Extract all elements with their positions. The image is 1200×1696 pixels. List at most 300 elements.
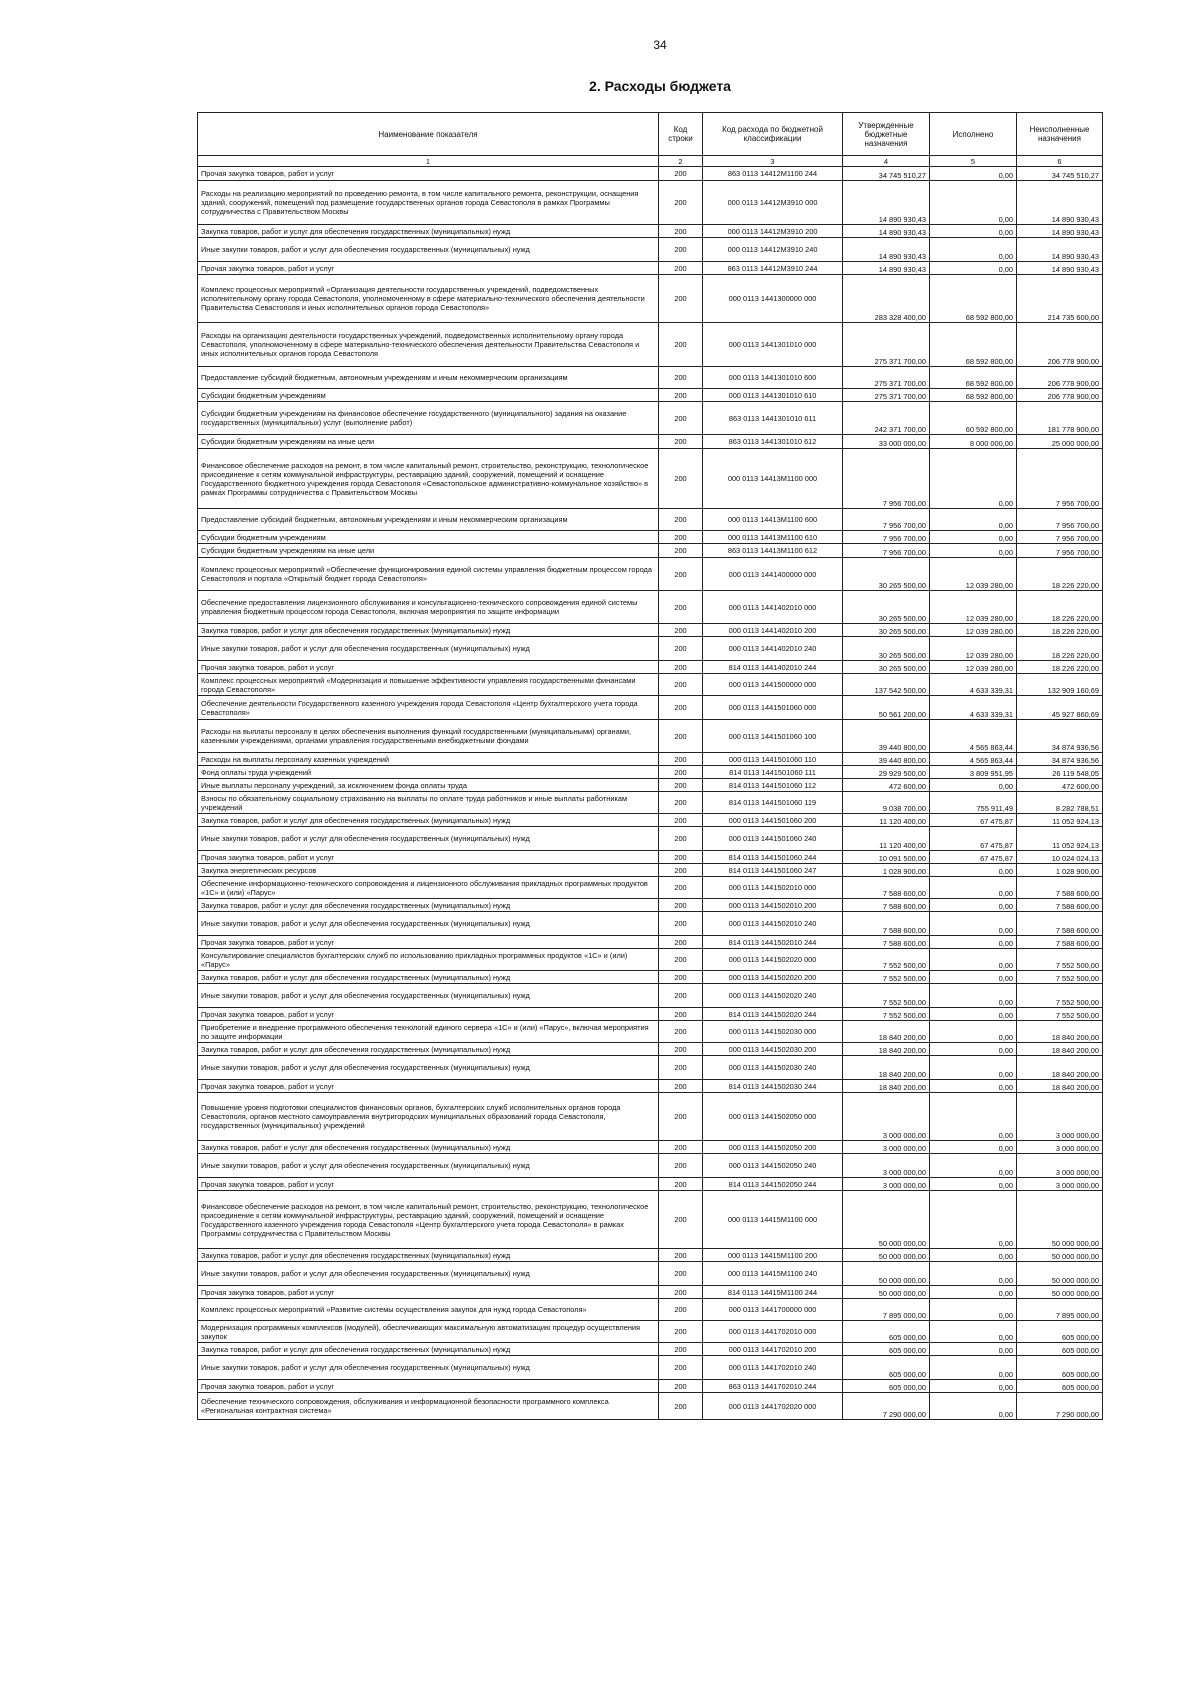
row-line-code-cell: 200 (659, 1178, 703, 1191)
column-number: 4 (843, 156, 930, 167)
table-row (198, 779, 1103, 792)
row-line-code-cell: 200 (659, 167, 703, 181)
row-approved-cell: 3 000 000,00 (843, 1154, 930, 1178)
row-budget-code-cell: 000 0113 1441402010 200 (703, 624, 843, 637)
row-executed-cell: 0,00 (930, 899, 1017, 912)
table-row (198, 936, 1103, 949)
row-name-cell: Иные закупки товаров, работ и услуг для обеспечения государственных (муниципальных) нужд (198, 637, 659, 661)
row-executed-cell: 0,00 (930, 1178, 1017, 1191)
row-executed-cell: 0,00 (930, 544, 1017, 558)
row-budget-code-cell: 863 0113 14413М1100 612 (703, 544, 843, 558)
row-executed-cell: 0,00 (930, 877, 1017, 899)
row-line-code-cell: 200 (659, 1380, 703, 1393)
row-line-code-cell: 200 (659, 753, 703, 766)
row-budget-code-cell: 000 0113 1441400000 000 (703, 558, 843, 591)
row-approved-cell: 33 000 000,00 (843, 435, 930, 449)
row-budget-code-cell: 000 0113 14415М1100 000 (703, 1191, 843, 1249)
row-name-cell: Обеспечение информационно-технического сопровождения и лицензионного обслуживания прикладных программных продуктов «1С» и (или) «Парус» (198, 877, 659, 899)
row-approved-cell: 605 000,00 (843, 1321, 930, 1343)
row-name-cell: Иные закупки товаров, работ и услуг для обеспечения государственных (муниципальных) нужд (198, 827, 659, 851)
row-budget-code-cell: 000 0113 1441301010 000 (703, 323, 843, 367)
row-budget-code-cell: 000 0113 1441502010 240 (703, 912, 843, 936)
row-name-cell: Прочая закупка товаров, работ и услуг (198, 936, 659, 949)
row-name-cell: Финансовое обеспечение расходов на ремонт, в том числе капитальный ремонт, строительство, реконструкцию, технологическое присоединение к сетям коммунальной инфраструктуры, реставрацию зданий, сооружений, помещений и оснащение Государственного казенного учреждения города Севастополя «Центр бухгалтерского учета города Севастополя» в рамках Программы сотрудничества с Правительством Москвы (198, 1191, 659, 1249)
row-budget-code-cell: 000 0113 1441502050 240 (703, 1154, 843, 1178)
row-unexecuted-cell: 3 000 000,00 (1017, 1154, 1103, 1178)
row-executed-cell: 0,00 (930, 1380, 1017, 1393)
row-name-cell: Иные выплаты персоналу учреждений, за исключением фонда оплаты труда (198, 779, 659, 792)
row-unexecuted-cell: 206 778 900,00 (1017, 389, 1103, 402)
row-executed-cell: 12 039 280,00 (930, 637, 1017, 661)
row-line-code-cell: 200 (659, 779, 703, 792)
row-name-cell: Закупка энергетических ресурсов (198, 864, 659, 877)
row-name-cell: Иные закупки товаров, работ и услуг для обеспечения государственных (муниципальных) нужд (198, 984, 659, 1008)
row-approved-cell: 7 588 600,00 (843, 877, 930, 899)
row-line-code-cell: 200 (659, 1249, 703, 1262)
table-row (198, 238, 1103, 262)
row-executed-cell: 4 633 339,31 (930, 674, 1017, 696)
row-budget-code-cell: 000 0113 14412М3910 200 (703, 225, 843, 238)
row-line-code-cell: 200 (659, 367, 703, 389)
row-approved-cell: 275 371 700,00 (843, 389, 930, 402)
table-row (198, 1262, 1103, 1286)
row-approved-cell: 11 120 400,00 (843, 814, 930, 827)
column-number: 5 (930, 156, 1017, 167)
row-executed-cell: 0,00 (930, 779, 1017, 792)
table-row (198, 1021, 1103, 1043)
row-line-code-cell: 200 (659, 814, 703, 827)
row-line-code-cell: 200 (659, 1021, 703, 1043)
row-line-code-cell: 200 (659, 275, 703, 323)
row-budget-code-cell: 000 0113 1441502020 240 (703, 984, 843, 1008)
row-unexecuted-cell: 50 000 000,00 (1017, 1286, 1103, 1299)
row-approved-cell: 7 956 700,00 (843, 544, 930, 558)
row-name-cell: Субсидии бюджетным учреждениям на иные цели (198, 435, 659, 449)
row-executed-cell: 755 911,49 (930, 792, 1017, 814)
row-unexecuted-cell: 34 874 936,56 (1017, 753, 1103, 766)
row-approved-cell: 14 890 930,43 (843, 225, 930, 238)
row-name-cell: Закупка товаров, работ и услуг для обеспечения государственных (муниципальных) нужд (198, 1141, 659, 1154)
table-row (198, 1356, 1103, 1380)
row-name-cell: Закупка товаров, работ и услуг для обеспечения государственных (муниципальных) нужд (198, 1343, 659, 1356)
row-budget-code-cell: 814 0113 1441502050 244 (703, 1178, 843, 1191)
row-approved-cell: 50 000 000,00 (843, 1249, 930, 1262)
row-name-cell: Иные закупки товаров, работ и услуг для обеспечения государственных (муниципальных) нужд (198, 1262, 659, 1286)
row-line-code-cell: 200 (659, 984, 703, 1008)
row-unexecuted-cell: 50 000 000,00 (1017, 1262, 1103, 1286)
table-row (198, 912, 1103, 936)
table-row (198, 877, 1103, 899)
row-budget-code-cell: 863 0113 1441301010 612 (703, 435, 843, 449)
table-row (198, 696, 1103, 720)
row-unexecuted-cell: 50 000 000,00 (1017, 1191, 1103, 1249)
row-approved-cell: 7 956 700,00 (843, 509, 930, 531)
row-line-code-cell: 200 (659, 181, 703, 225)
row-approved-cell: 14 890 930,43 (843, 181, 930, 225)
row-name-cell: Закупка товаров, работ и услуг для обеспечения государственных (муниципальных) нужд (198, 899, 659, 912)
row-executed-cell: 0,00 (930, 1321, 1017, 1343)
table-row (198, 1008, 1103, 1021)
row-line-code-cell: 200 (659, 637, 703, 661)
row-unexecuted-cell: 7 588 600,00 (1017, 899, 1103, 912)
row-approved-cell: 7 895 000,00 (843, 1299, 930, 1321)
row-name-cell: Закупка товаров, работ и услуг для обеспечения государственных (муниципальных) нужд (198, 1249, 659, 1262)
row-name-cell: Закупка товаров, работ и услуг для обеспечения государственных (муниципальных) нужд (198, 814, 659, 827)
row-approved-cell: 30 265 500,00 (843, 591, 930, 624)
row-name-cell: Прочая закупка товаров, работ и услуг (198, 661, 659, 674)
row-unexecuted-cell: 206 778 900,00 (1017, 323, 1103, 367)
row-approved-cell: 7 956 700,00 (843, 449, 930, 509)
row-executed-cell: 0,00 (930, 1299, 1017, 1321)
row-approved-cell: 3 000 000,00 (843, 1093, 930, 1141)
row-line-code-cell: 200 (659, 238, 703, 262)
row-budget-code-cell: 000 0113 1441502030 200 (703, 1043, 843, 1056)
row-unexecuted-cell: 11 052 924,13 (1017, 827, 1103, 851)
row-line-code-cell: 200 (659, 1154, 703, 1178)
row-executed-cell: 0,00 (930, 509, 1017, 531)
table-row (198, 323, 1103, 367)
row-executed-cell: 67 475,87 (930, 814, 1017, 827)
table-row (198, 1178, 1103, 1191)
column-header-approved: Утвержденные бюджетные назначения (843, 113, 930, 156)
row-approved-cell: 30 265 500,00 (843, 624, 930, 637)
row-budget-code-cell: 000 0113 1441501060 000 (703, 696, 843, 720)
row-name-cell: Субсидии бюджетным учреждениям (198, 531, 659, 544)
row-budget-code-cell: 814 0113 1441501060 119 (703, 792, 843, 814)
row-executed-cell: 60 592 800,00 (930, 402, 1017, 435)
row-unexecuted-cell: 7 588 600,00 (1017, 936, 1103, 949)
row-unexecuted-cell: 605 000,00 (1017, 1321, 1103, 1343)
row-name-cell: Закупка товаров, работ и услуг для обеспечения государственных (муниципальных) нужд (198, 624, 659, 637)
row-line-code-cell: 200 (659, 591, 703, 624)
table-row (198, 167, 1103, 181)
row-budget-code-cell: 863 0113 14412М3910 244 (703, 262, 843, 275)
table-row (198, 814, 1103, 827)
row-budget-code-cell: 000 0113 1441702020 000 (703, 1393, 843, 1420)
column-header-line-code: Код строки (659, 113, 703, 156)
row-unexecuted-cell: 7 895 000,00 (1017, 1299, 1103, 1321)
row-approved-cell: 1 028 900,00 (843, 864, 930, 877)
row-line-code-cell: 200 (659, 1191, 703, 1249)
row-executed-cell: 12 039 280,00 (930, 661, 1017, 674)
table-row (198, 1141, 1103, 1154)
row-approved-cell: 30 265 500,00 (843, 558, 930, 591)
row-budget-code-cell: 814 0113 1441501060 112 (703, 779, 843, 792)
row-executed-cell: 68 592 800,00 (930, 389, 1017, 402)
row-budget-code-cell: 000 0113 1441702010 240 (703, 1356, 843, 1380)
row-unexecuted-cell: 11 052 924,13 (1017, 814, 1103, 827)
row-approved-cell: 7 588 600,00 (843, 899, 930, 912)
row-line-code-cell: 200 (659, 912, 703, 936)
row-unexecuted-cell: 50 000 000,00 (1017, 1249, 1103, 1262)
row-approved-cell: 10 091 500,00 (843, 851, 930, 864)
table-row (198, 1056, 1103, 1080)
row-approved-cell: 30 265 500,00 (843, 661, 930, 674)
row-unexecuted-cell: 605 000,00 (1017, 1356, 1103, 1380)
row-approved-cell: 242 371 700,00 (843, 402, 930, 435)
row-name-cell: Прочая закупка товаров, работ и услуг (198, 1380, 659, 1393)
row-approved-cell: 30 265 500,00 (843, 637, 930, 661)
row-approved-cell: 7 552 500,00 (843, 984, 930, 1008)
row-approved-cell: 605 000,00 (843, 1343, 930, 1356)
row-line-code-cell: 200 (659, 1141, 703, 1154)
table-row (198, 544, 1103, 558)
row-executed-cell: 67 475,87 (930, 827, 1017, 851)
row-executed-cell: 0,00 (930, 1141, 1017, 1154)
row-unexecuted-cell: 7 552 500,00 (1017, 984, 1103, 1008)
row-line-code-cell: 200 (659, 624, 703, 637)
row-name-cell: Прочая закупка товаров, работ и услуг (198, 1178, 659, 1191)
row-executed-cell: 0,00 (930, 181, 1017, 225)
table-row (198, 591, 1103, 624)
row-executed-cell: 0,00 (930, 971, 1017, 984)
row-budget-code-cell: 000 0113 1441300000 000 (703, 275, 843, 323)
row-approved-cell: 29 929 500,00 (843, 766, 930, 779)
row-budget-code-cell: 000 0113 1441501060 200 (703, 814, 843, 827)
row-executed-cell: 12 039 280,00 (930, 558, 1017, 591)
row-line-code-cell: 200 (659, 558, 703, 591)
table-row (198, 1154, 1103, 1178)
row-name-cell: Закупка товаров, работ и услуг для обеспечения государственных (муниципальных) нужд (198, 971, 659, 984)
row-name-cell: Обеспечение деятельности Государственного казенного учреждения города Севастополя «Центр бухгалтерского учета города Севастополя» (198, 696, 659, 720)
table-row (198, 1080, 1103, 1093)
table-row (198, 1393, 1103, 1420)
row-approved-cell: 50 000 000,00 (843, 1286, 930, 1299)
row-line-code-cell: 200 (659, 661, 703, 674)
row-name-cell: Прочая закупка товаров, работ и услуг (198, 262, 659, 275)
row-budget-code-cell: 000 0113 14412М3910 240 (703, 238, 843, 262)
table-row (198, 1343, 1103, 1356)
row-line-code-cell: 200 (659, 389, 703, 402)
row-unexecuted-cell: 34 745 510,27 (1017, 167, 1103, 181)
row-budget-code-cell: 000 0113 1441402010 240 (703, 637, 843, 661)
row-name-cell: Фонд оплаты труда учреждений (198, 766, 659, 779)
row-line-code-cell: 200 (659, 949, 703, 971)
row-budget-code-cell: 000 0113 14412М3910 000 (703, 181, 843, 225)
row-budget-code-cell: 000 0113 1441502010 200 (703, 899, 843, 912)
row-line-code-cell: 200 (659, 509, 703, 531)
row-line-code-cell: 200 (659, 531, 703, 544)
column-number: 6 (1017, 156, 1103, 167)
row-executed-cell: 0,00 (930, 1043, 1017, 1056)
row-approved-cell: 14 890 930,43 (843, 262, 930, 275)
row-executed-cell: 0,00 (930, 1093, 1017, 1141)
row-line-code-cell: 200 (659, 1393, 703, 1420)
row-executed-cell: 0,00 (930, 949, 1017, 971)
row-approved-cell: 283 328 400,00 (843, 275, 930, 323)
row-unexecuted-cell: 45 927 860,69 (1017, 696, 1103, 720)
row-executed-cell: 68 592 800,00 (930, 275, 1017, 323)
row-line-code-cell: 200 (659, 864, 703, 877)
table-row (198, 851, 1103, 864)
row-approved-cell: 275 371 700,00 (843, 323, 930, 367)
row-name-cell: Расходы на реализацию мероприятий по проведению ремонта, в том числе капитального ремонта, реконструкции, оснащения зданий, сооружений, помещений под размещение государственных органов города Севастополя в рамках Программы сотрудничества с Правительством Москвы (198, 181, 659, 225)
row-line-code-cell: 200 (659, 899, 703, 912)
row-executed-cell: 0,00 (930, 449, 1017, 509)
row-budget-code-cell: 000 0113 1441301010 600 (703, 367, 843, 389)
row-budget-code-cell: 000 0113 1441700000 000 (703, 1299, 843, 1321)
row-budget-code-cell: 000 0113 1441702010 200 (703, 1343, 843, 1356)
row-unexecuted-cell: 7 552 500,00 (1017, 971, 1103, 984)
row-budget-code-cell: 000 0113 1441500000 000 (703, 674, 843, 696)
row-unexecuted-cell: 7 956 700,00 (1017, 544, 1103, 558)
row-unexecuted-cell: 8 282 788,51 (1017, 792, 1103, 814)
row-approved-cell: 7 290 000,00 (843, 1393, 930, 1420)
row-executed-cell: 0,00 (930, 1356, 1017, 1380)
row-approved-cell: 39 440 800,00 (843, 720, 930, 753)
budget-expenses-table (197, 112, 1103, 1420)
row-unexecuted-cell: 3 000 000,00 (1017, 1141, 1103, 1154)
row-unexecuted-cell: 7 588 600,00 (1017, 912, 1103, 936)
table-row (198, 225, 1103, 238)
row-approved-cell: 39 440 800,00 (843, 753, 930, 766)
row-name-cell: Прочая закупка товаров, работ и услуг (198, 1008, 659, 1021)
row-unexecuted-cell: 605 000,00 (1017, 1343, 1103, 1356)
row-line-code-cell: 200 (659, 544, 703, 558)
row-executed-cell: 4 565 863,44 (930, 753, 1017, 766)
row-budget-code-cell: 814 0113 1441501060 244 (703, 851, 843, 864)
row-unexecuted-cell: 18 226 220,00 (1017, 661, 1103, 674)
row-line-code-cell: 200 (659, 1343, 703, 1356)
row-unexecuted-cell: 3 000 000,00 (1017, 1178, 1103, 1191)
row-name-cell: Иные закупки товаров, работ и услуг для обеспечения государственных (муниципальных) нужд (198, 912, 659, 936)
table-row (198, 181, 1103, 225)
row-budget-code-cell: 000 0113 1441301010 610 (703, 389, 843, 402)
row-executed-cell: 12 039 280,00 (930, 624, 1017, 637)
row-executed-cell: 0,00 (930, 531, 1017, 544)
row-budget-code-cell: 000 0113 14415М1100 200 (703, 1249, 843, 1262)
table-header-row (198, 113, 1103, 156)
row-executed-cell: 0,00 (930, 238, 1017, 262)
row-budget-code-cell: 814 0113 1441502030 244 (703, 1080, 843, 1093)
table-body (198, 167, 1103, 1420)
row-approved-cell: 34 745 510,27 (843, 167, 930, 181)
row-approved-cell: 3 000 000,00 (843, 1141, 930, 1154)
row-approved-cell: 7 588 600,00 (843, 936, 930, 949)
column-header-name: Наименование показателя (198, 113, 659, 156)
table-row (198, 899, 1103, 912)
row-name-cell: Иные закупки товаров, работ и услуг для обеспечения государственных (муниципальных) нужд (198, 1356, 659, 1380)
row-line-code-cell: 200 (659, 827, 703, 851)
column-header-unexecuted: Неисполненные назначения (1017, 113, 1103, 156)
row-executed-cell: 0,00 (930, 1080, 1017, 1093)
row-line-code-cell: 200 (659, 435, 703, 449)
row-executed-cell: 0,00 (930, 864, 1017, 877)
row-name-cell: Прочая закупка товаров, работ и услуг (198, 167, 659, 181)
table-row (198, 674, 1103, 696)
table-row (198, 509, 1103, 531)
table-row (198, 1093, 1103, 1141)
row-budget-code-cell: 000 0113 14415М1100 240 (703, 1262, 843, 1286)
row-unexecuted-cell: 7 956 700,00 (1017, 509, 1103, 531)
row-executed-cell: 4 633 339,31 (930, 696, 1017, 720)
row-name-cell: Предоставление субсидий бюджетным, автономным учреждениям и иным некоммерческим организациям (198, 509, 659, 531)
row-budget-code-cell: 000 0113 14413М1100 600 (703, 509, 843, 531)
row-approved-cell: 137 542 500,00 (843, 674, 930, 696)
table-row (198, 637, 1103, 661)
row-unexecuted-cell: 18 840 200,00 (1017, 1021, 1103, 1043)
row-name-cell: Комплекс процессных мероприятий «Организация деятельности государственных учреждений, подведомственных исполнительному органу города Севастополя, уполномоченному в сфере материально-технического обеспечения деятельности Правительства Севастополя и иных исполнительных органов города Севастополя» (198, 275, 659, 323)
row-approved-cell: 605 000,00 (843, 1356, 930, 1380)
row-line-code-cell: 200 (659, 1262, 703, 1286)
row-unexecuted-cell: 1 028 900,00 (1017, 864, 1103, 877)
row-budget-code-cell: 814 0113 14415М1100 244 (703, 1286, 843, 1299)
row-unexecuted-cell: 181 778 900,00 (1017, 402, 1103, 435)
row-name-cell: Прочая закупка товаров, работ и услуг (198, 851, 659, 864)
row-approved-cell: 11 120 400,00 (843, 827, 930, 851)
row-executed-cell: 68 592 800,00 (930, 367, 1017, 389)
row-executed-cell: 0,00 (930, 1249, 1017, 1262)
row-name-cell: Обеспечение предоставления лицензионного обслуживания и консультационно-технического сопровождения единой системы управления бюджетным процессом города Севастополя, включая мероприятия по защите информации (198, 591, 659, 624)
row-name-cell: Расходы на выплаты персоналу казенных учреждений (198, 753, 659, 766)
row-approved-cell: 605 000,00 (843, 1380, 930, 1393)
table-row (198, 864, 1103, 877)
row-unexecuted-cell: 10 024 024,13 (1017, 851, 1103, 864)
table-row (198, 449, 1103, 509)
table-row (198, 367, 1103, 389)
table-row (198, 753, 1103, 766)
row-unexecuted-cell: 18 840 200,00 (1017, 1056, 1103, 1080)
row-budget-code-cell: 000 0113 1441502020 000 (703, 949, 843, 971)
row-name-cell: Комплекс процессных мероприятий «Обеспечение функционирования единой системы управления бюджетным процессом города Севастополя и портала «Открытый бюджет города Севастополя» (198, 558, 659, 591)
row-unexecuted-cell: 7 588 600,00 (1017, 877, 1103, 899)
row-line-code-cell: 200 (659, 971, 703, 984)
row-budget-code-cell: 000 0113 1441702010 000 (703, 1321, 843, 1343)
row-executed-cell: 12 039 280,00 (930, 591, 1017, 624)
row-budget-code-cell: 814 0113 1441402010 244 (703, 661, 843, 674)
row-line-code-cell: 200 (659, 851, 703, 864)
table-row (198, 984, 1103, 1008)
row-line-code-cell: 200 (659, 1299, 703, 1321)
row-line-code-cell: 200 (659, 1321, 703, 1343)
table-row (198, 262, 1103, 275)
row-line-code-cell: 200 (659, 1043, 703, 1056)
row-budget-code-cell: 000 0113 1441501060 110 (703, 753, 843, 766)
row-executed-cell: 0,00 (930, 262, 1017, 275)
row-line-code-cell: 200 (659, 449, 703, 509)
row-approved-cell: 275 371 700,00 (843, 367, 930, 389)
row-budget-code-cell: 000 0113 1441502050 000 (703, 1093, 843, 1141)
row-approved-cell: 7 552 500,00 (843, 971, 930, 984)
row-line-code-cell: 200 (659, 1080, 703, 1093)
row-unexecuted-cell: 7 956 700,00 (1017, 531, 1103, 544)
row-budget-code-cell: 863 0113 14412М1100 244 (703, 167, 843, 181)
row-unexecuted-cell: 26 119 548,05 (1017, 766, 1103, 779)
row-unexecuted-cell: 214 735 600,00 (1017, 275, 1103, 323)
row-unexecuted-cell: 7 552 500,00 (1017, 949, 1103, 971)
row-budget-code-cell: 000 0113 1441402010 000 (703, 591, 843, 624)
row-budget-code-cell: 000 0113 1441502010 000 (703, 877, 843, 899)
page-number: 34 (653, 38, 667, 52)
row-line-code-cell: 200 (659, 1093, 703, 1141)
row-name-cell: Субсидии бюджетным учреждениям (198, 389, 659, 402)
row-budget-code-cell: 000 0113 1441501060 100 (703, 720, 843, 753)
row-budget-code-cell: 000 0113 1441502050 200 (703, 1141, 843, 1154)
row-approved-cell: 50 561 200,00 (843, 696, 930, 720)
row-executed-cell: 4 565 863,44 (930, 720, 1017, 753)
table-row (198, 1191, 1103, 1249)
row-approved-cell: 9 038 700,00 (843, 792, 930, 814)
table-row (198, 1299, 1103, 1321)
row-unexecuted-cell: 14 890 930,43 (1017, 238, 1103, 262)
row-budget-code-cell: 000 0113 14413М1100 610 (703, 531, 843, 544)
table-row (198, 402, 1103, 435)
row-name-cell: Субсидии бюджетным учреждениям на финансовое обеспечение государственного (муниципального) задания на оказание государственных (муниципальных) услуг (выполнение работ) (198, 402, 659, 435)
row-budget-code-cell: 814 0113 1441501060 247 (703, 864, 843, 877)
row-approved-cell: 18 840 200,00 (843, 1056, 930, 1080)
row-executed-cell: 0,00 (930, 1008, 1017, 1021)
row-line-code-cell: 200 (659, 696, 703, 720)
